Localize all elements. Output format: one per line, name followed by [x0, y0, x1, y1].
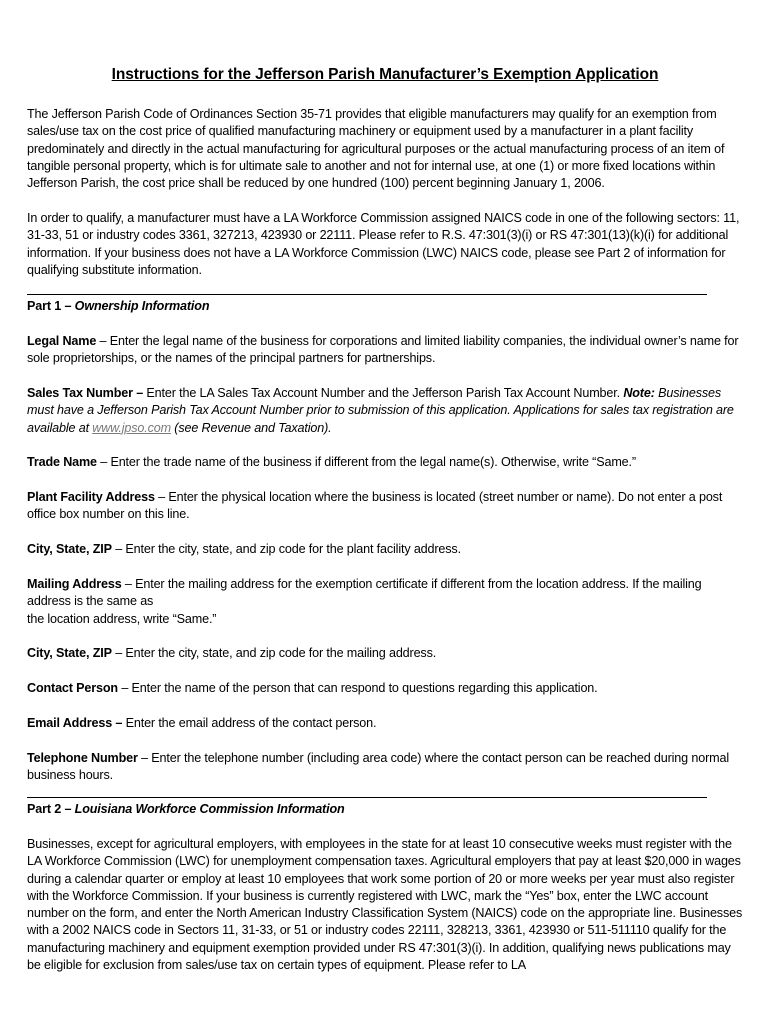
trade-name-term: Trade Name: [27, 455, 97, 469]
contact-person-term: Contact Person: [27, 681, 118, 695]
plant-city-instruction: [27, 541, 745, 558]
mailing-city-term: City, State, ZIP: [27, 646, 112, 660]
intro-paragraph-1: The Jefferson Parish Code of Ordinances Section 35-71 provides that eligible manufacturers may qualify for an exemption from sales/use tax on the cost price of qualified manufacturing machinery or equipment used by a manufacturer in a plant facility predominately and directly in the actual manufacturing for agricultural purposes or the actual manufacturing process of an item of tangible personal property, which is for ultimate sale to another and not for internal use, at one (1) or more fixed locations within Jefferson Parish, the cost price shall be reduced by one hundred (100) percent beginning January 1, 2006.: [27, 107, 725, 191]
sales-tax-note-text: Businesses must have a Jefferson Parish Tax Account Number prior to submission of this application. Applications for sales tax registration are available at: [27, 386, 734, 435]
mailing-city-instruction: [27, 645, 745, 662]
legal-name-term: Legal Name: [27, 334, 97, 348]
email-address-instruction: [27, 715, 745, 732]
sales-tax-note-label: Note:: [623, 386, 655, 400]
email-address-term: Email Address –: [27, 716, 123, 730]
contact-person-instruction: [27, 680, 745, 697]
mailing-address-instruction: [27, 576, 745, 628]
sales-tax-instruction: [27, 385, 745, 437]
section-divider-2: [27, 797, 707, 798]
mailing-address-text-2: the location address, write “Same.”: [27, 611, 217, 626]
part2-heading: [27, 801, 745, 818]
sales-tax-term: Sales Tax Number –: [27, 386, 144, 400]
page-title: Instructions for the Jefferson Parish Manufacturer’s Exemption Application: [111, 66, 659, 83]
intro-paragraph-2: In order to qualify, a manufacturer must have a LA Workforce Commission assigned NAICS code in one of the following sectors: 11, 31-33, 51 or industry codes 3361, 327213, 423930 or 22111. Please refer to R.S. 47:301(3)(i) or RS 47:301(13)(k)(i) for additional information. If your business does not have a LA Workforce Commission (LWC) NAICS code, please see Part 2 of information for qualifying substitute information.: [27, 211, 740, 277]
sales-tax-text: Enter the LA Sales Tax Account Number and the Jefferson Parish Tax Account Number.: [143, 386, 624, 400]
mailing-city-text: – Enter the city, state, and zip code for the mailing address.: [111, 646, 437, 660]
part1-label: Part 1 –: [27, 299, 72, 313]
telephone-term: Telephone Number: [27, 751, 138, 765]
mailing-address-term: Mailing Address: [27, 577, 122, 591]
trade-name-text: – Enter the trade name of the business if different from the legal name(s). Otherwise, write “Same.”: [96, 455, 636, 469]
telephone-text: – Enter the telephone number (including area code) where the contact person can be reached during normal business hours.: [27, 751, 729, 783]
part2-paragraph: Businesses, except for agricultural employers, with employees in the state for at least 10 consecutive weeks must register with the LA Workforce Commission (LWC) for unemployment compensation taxes. Agricultural employers that pay at least $20,000 in wages during a calendar quarter or employ at least 10 employees that work some portion of 20 or more weeks per year must also register with the Workforce Commission. If your business is currently registered with LWC, mark the “Yes” box, enter the LWC account number on the form, and enter the North American Industry Classification System (NAICS) code on the appropriate line. Businesses with a 2002 NAICS code in Sectors 11, 31-33, or 51 or industry codes 22111, 328213, 3361, 423930 or 511-511110 qualify for the manufacturing machinery and equipment exemption provided under RS 47:301(3)(i). In addition, qualifying news publications may be eligible for exclusion from sales/use tax on certain types of equipment. Please refer to LA: [27, 837, 743, 973]
part1-heading: [27, 298, 745, 315]
trade-name-instruction: [27, 454, 745, 471]
sales-tax-after-link: (see Revenue and Taxation).: [170, 420, 332, 435]
contact-person-text: – Enter the name of the person that can respond to questions regarding this application.: [117, 681, 598, 695]
plant-address-term: Plant Facility Address: [27, 490, 155, 504]
jpso-link[interactable]: www.jpso.com: [92, 420, 171, 435]
part2-label: Part 2 –: [27, 802, 72, 816]
plant-address-text: – Enter the physical location where the business is located (street number or name). Do not enter a post office box number on this line.: [27, 490, 723, 522]
plant-city-term: City, State, ZIP: [27, 542, 112, 556]
plant-city-text: – Enter the city, state, and zip code for the plant facility address.: [111, 542, 461, 556]
legal-name-text: – Enter the legal name of the business for corporations and limited liability companies, the individual owner’s name for sole proprietorships, or the names of the principal partners for partnerships.: [27, 334, 739, 366]
legal-name-instruction: [27, 333, 745, 368]
email-address-text: Enter the email address of the contact person.: [122, 716, 377, 730]
mailing-address-text: – Enter the mailing address for the exemption certificate if different from the location address. If the mailing address is the same as: [27, 577, 702, 609]
part1-title: Ownership Information: [74, 299, 210, 313]
section-divider-1: [27, 294, 707, 295]
part2-title: Louisiana Workforce Commission Information: [74, 802, 345, 816]
plant-address-instruction: [27, 489, 745, 524]
telephone-instruction: [27, 750, 745, 785]
